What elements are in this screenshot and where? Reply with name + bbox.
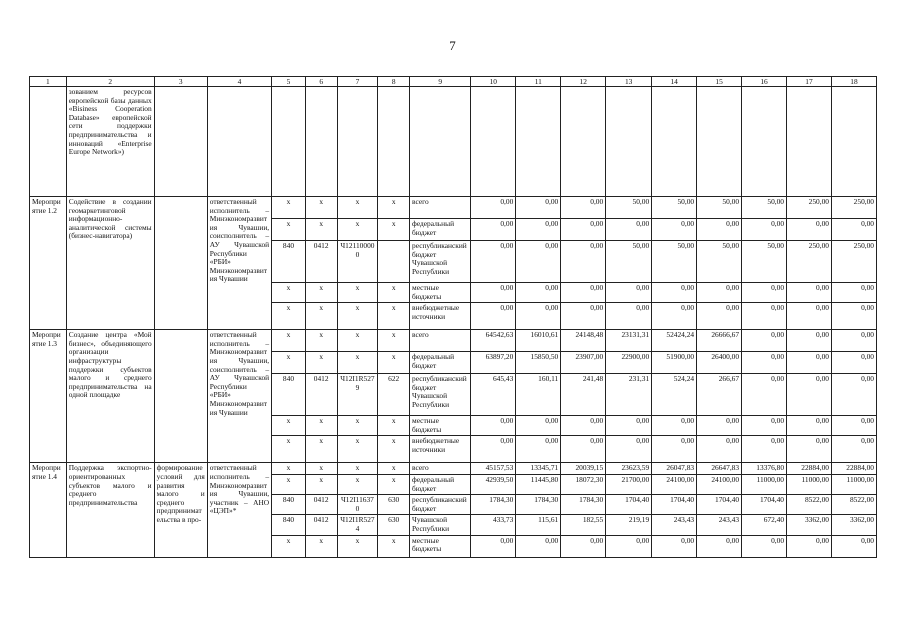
amount-cell: 23907,00 [561, 352, 606, 374]
gb-code: 840 [272, 241, 306, 283]
header-cell: 6 [305, 77, 337, 87]
amount-cell: 51900,00 [652, 352, 697, 374]
amount-cell: 16010,61 [516, 330, 561, 352]
amount-cell: 243,43 [652, 515, 697, 535]
amount-cell: 0,00 [787, 436, 832, 463]
gb-code: 840 [272, 495, 306, 515]
expense-code: x [378, 303, 410, 330]
target-code: x [337, 197, 378, 219]
section-code: 0412 [305, 495, 337, 515]
amount-cell: 0,00 [742, 374, 787, 416]
section-code: x [305, 219, 337, 241]
amount-cell: 0,00 [471, 535, 516, 557]
executor-text: ответственный исполнитель – Минэкономразвития Чувашии, соисполнитель – АУ Чувашской Республики «РБИ» Минэкономразвития Чувашии [207, 330, 271, 463]
funding-source: всего [410, 330, 471, 352]
funding-source: федеральный бюджет [410, 352, 471, 374]
amount-cell: 0,00 [697, 219, 742, 241]
amount-cell: 50,00 [606, 241, 652, 283]
header-cell: 5 [272, 77, 306, 87]
amount-cell: 672,40 [742, 515, 787, 535]
amount-cell: 0,00 [652, 416, 697, 436]
amount-cell: 0,00 [652, 219, 697, 241]
header-cell: 2 [66, 77, 154, 87]
amount-cell: 0,00 [831, 374, 876, 416]
event-name: Поддержка экспортно-ориентированных субъектов малого и среднего предпринимательства [66, 463, 154, 557]
expense-code: x [378, 474, 410, 494]
amount-cell: 0,00 [697, 303, 742, 330]
header-cell: 3 [154, 77, 207, 87]
expense-code: x [378, 219, 410, 241]
empty-cell [305, 87, 337, 197]
target-code: x [337, 330, 378, 352]
table-row [30, 197, 877, 219]
empty-cell [652, 87, 697, 197]
amount-cell: 0,00 [742, 416, 787, 436]
amount-cell: 0,00 [606, 416, 652, 436]
amount-cell: 0,00 [831, 303, 876, 330]
expense-code: x [378, 330, 410, 352]
amount-cell: 0,00 [742, 219, 787, 241]
target-code: x [337, 535, 378, 557]
event-number: Мероприятие 1.3 [30, 330, 67, 463]
amount-cell: 250,00 [787, 241, 832, 283]
amount-cell: 23131,31 [606, 330, 652, 352]
empty-cell [516, 87, 561, 197]
amount-cell: 219,19 [606, 515, 652, 535]
expense-code: 630 [378, 515, 410, 535]
amount-cell: 645,43 [471, 374, 516, 416]
header-cell: 16 [742, 77, 787, 87]
amount-cell: 0,00 [831, 330, 876, 352]
amount-cell: 0,00 [742, 283, 787, 303]
amount-cell: 11000,00 [742, 474, 787, 494]
empty-cell [561, 87, 606, 197]
page-number: 7 [449, 38, 456, 53]
expense-code: 630 [378, 495, 410, 515]
funding-source: республиканский бюджет Чувашской Республики [410, 241, 471, 283]
amount-cell: 0,00 [787, 374, 832, 416]
goal-text: формирование условий для развития малого и среднего предпринимательства в про- [154, 463, 207, 557]
target-code: x [337, 352, 378, 374]
gb-code: x [272, 352, 306, 374]
continuation-cell-1 [30, 87, 67, 197]
event-name: Содействие в создании геомаркетинговой информационно-аналитической системы (бизнес-навигатора) [66, 197, 154, 330]
amount-cell: 11445,80 [516, 474, 561, 494]
section-code: x [305, 474, 337, 494]
amount-cell: 1704,40 [697, 495, 742, 515]
gb-code: x [272, 416, 306, 436]
header-cell: 11 [516, 77, 561, 87]
header-cell: 18 [831, 77, 876, 87]
target-code: x [337, 436, 378, 463]
amount-cell: 0,00 [652, 436, 697, 463]
header-cell: 9 [410, 77, 471, 87]
continuation-text: зованием ресурсов европейской базы данных «Bisiness Cooperation Database» европейской сети поддержки предпринимательства и инноваций «Enterprise Europe Network») [66, 87, 154, 197]
header-cell: 4 [207, 77, 271, 87]
gb-code: x [272, 436, 306, 463]
amount-cell: 0,00 [787, 283, 832, 303]
amount-cell: 0,00 [606, 436, 652, 463]
target-code: x [337, 463, 378, 475]
gb-code: x [272, 535, 306, 557]
expense-code: x [378, 197, 410, 219]
header-cell: 14 [652, 77, 697, 87]
amount-cell: 0,00 [471, 303, 516, 330]
goal-text [154, 197, 207, 330]
empty-cell [831, 87, 876, 197]
event-number: Мероприятие 1.2 [30, 197, 67, 330]
amount-cell: 0,00 [471, 197, 516, 219]
amount-cell: 0,00 [652, 535, 697, 557]
empty-cell [787, 87, 832, 197]
header-cell: 10 [471, 77, 516, 87]
amount-cell: 0,00 [561, 303, 606, 330]
funding-source: местные бюджеты [410, 283, 471, 303]
funding-source: федеральный бюджет [410, 474, 471, 494]
amount-cell: 1784,30 [516, 495, 561, 515]
header-cell: 7 [337, 77, 378, 87]
amount-cell: 231,31 [606, 374, 652, 416]
target-code: x [337, 219, 378, 241]
target-code: x [337, 303, 378, 330]
header-cell: 1 [30, 77, 67, 87]
amount-cell: 524,24 [652, 374, 697, 416]
amount-cell: 26666,67 [697, 330, 742, 352]
amount-cell: 0,00 [471, 219, 516, 241]
header-row [30, 77, 877, 87]
amount-cell: 250,00 [787, 197, 832, 219]
header-cell: 17 [787, 77, 832, 87]
empty-cell [337, 87, 378, 197]
section-code: x [305, 330, 337, 352]
amount-cell: 243,43 [697, 515, 742, 535]
amount-cell: 0,00 [831, 219, 876, 241]
amount-cell: 0,00 [606, 303, 652, 330]
section-code: x [305, 303, 337, 330]
section-code: 0412 [305, 241, 337, 283]
expense-code: 622 [378, 374, 410, 416]
amount-cell: 26647,83 [697, 463, 742, 475]
table-row [30, 330, 877, 352]
amount-cell: 0,00 [787, 535, 832, 557]
funding-source: республиканский бюджет [410, 495, 471, 515]
amount-cell: 0,00 [742, 352, 787, 374]
amount-cell: 24148,48 [561, 330, 606, 352]
section-code: x [305, 197, 337, 219]
gb-code: x [272, 474, 306, 494]
amount-cell: 0,00 [516, 416, 561, 436]
amount-cell: 0,00 [742, 303, 787, 330]
table-row [30, 463, 877, 475]
amount-cell: 0,00 [561, 241, 606, 283]
amount-cell: 0,00 [652, 283, 697, 303]
amount-cell: 15850,50 [516, 352, 561, 374]
amount-cell: 241,48 [561, 374, 606, 416]
target-code: Ч121100000 [337, 241, 378, 283]
target-code: x [337, 474, 378, 494]
amount-cell: 23623,59 [606, 463, 652, 475]
empty-cell [742, 87, 787, 197]
amount-cell: 0,00 [516, 241, 561, 283]
section-code: x [305, 436, 337, 463]
amount-cell: 50,00 [652, 197, 697, 219]
amount-cell: 42939,50 [471, 474, 516, 494]
amount-cell: 433,73 [471, 515, 516, 535]
event-number: Мероприятие 1.4 [30, 463, 67, 557]
amount-cell: 45157,53 [471, 463, 516, 475]
amount-cell: 0,00 [471, 241, 516, 283]
amount-cell: 0,00 [831, 352, 876, 374]
amount-cell: 63897,20 [471, 352, 516, 374]
amount-cell: 18072,30 [561, 474, 606, 494]
amount-cell: 1704,40 [652, 495, 697, 515]
amount-cell: 50,00 [652, 241, 697, 283]
gb-code: x [272, 463, 306, 475]
funding-source: всего [410, 463, 471, 475]
gb-code: 840 [272, 515, 306, 535]
amount-cell: 0,00 [831, 436, 876, 463]
amount-cell: 8522,00 [831, 495, 876, 515]
amount-cell: 0,00 [831, 283, 876, 303]
amount-cell: 0,00 [516, 197, 561, 219]
amount-cell: 160,11 [516, 374, 561, 416]
amount-cell: 0,00 [831, 416, 876, 436]
continuation-row [30, 87, 877, 197]
expense-code: x [378, 463, 410, 475]
target-code: x [337, 283, 378, 303]
header-cell: 8 [378, 77, 410, 87]
amount-cell: 50,00 [742, 241, 787, 283]
amount-cell: 0,00 [742, 436, 787, 463]
amount-cell: 3362,00 [831, 515, 876, 535]
amount-cell: 0,00 [561, 219, 606, 241]
amount-cell: 0,00 [787, 303, 832, 330]
section-code: x [305, 463, 337, 475]
amount-cell: 0,00 [606, 535, 652, 557]
amount-cell: 115,61 [516, 515, 561, 535]
event-name: Создание центра «Мой бизнес», объединяющего организации инфраструктуры поддержки субъектов малого и среднего предпринимательства на одной площадке [66, 330, 154, 463]
gb-code: x [272, 303, 306, 330]
empty-cell [697, 87, 742, 197]
amount-cell: 0,00 [697, 535, 742, 557]
amount-cell: 0,00 [697, 416, 742, 436]
amount-cell: 0,00 [742, 330, 787, 352]
amount-cell: 0,00 [787, 330, 832, 352]
amount-cell: 20039,15 [561, 463, 606, 475]
funding-source: внебюджетные источники [410, 303, 471, 330]
amount-cell: 250,00 [831, 197, 876, 219]
funding-source: республиканский бюджет Чувашской Республики [410, 374, 471, 416]
target-code: Ч12I116370 [337, 495, 378, 515]
gb-code: x [272, 197, 306, 219]
section-code: x [305, 416, 337, 436]
section-code: x [305, 535, 337, 557]
amount-cell: 0,00 [516, 219, 561, 241]
target-code: x [337, 416, 378, 436]
amount-cell: 3362,00 [787, 515, 832, 535]
gb-code: x [272, 330, 306, 352]
amount-cell: 26047,83 [652, 463, 697, 475]
amount-cell: 0,00 [516, 535, 561, 557]
amount-cell: 22900,00 [606, 352, 652, 374]
header-cell: 12 [561, 77, 606, 87]
amount-cell: 1784,30 [471, 495, 516, 515]
amount-cell: 0,00 [471, 416, 516, 436]
amount-cell: 50,00 [697, 197, 742, 219]
empty-cell [154, 87, 207, 197]
target-code: Ч12I1R5274 [337, 515, 378, 535]
expense-code: x [378, 416, 410, 436]
amount-cell: 1704,40 [606, 495, 652, 515]
amount-cell: 0,00 [697, 436, 742, 463]
amount-cell: 22884,00 [831, 463, 876, 475]
funding-source: местные бюджеты [410, 416, 471, 436]
empty-cell [606, 87, 652, 197]
amount-cell: 0,00 [561, 197, 606, 219]
amount-cell: 11000,00 [831, 474, 876, 494]
amount-cell: 0,00 [787, 352, 832, 374]
budget-table [29, 76, 877, 558]
expense-code: x [378, 352, 410, 374]
amount-cell: 0,00 [697, 283, 742, 303]
goal-text [154, 330, 207, 463]
amount-cell: 266,67 [697, 374, 742, 416]
amount-cell: 0,00 [516, 283, 561, 303]
amount-cell: 0,00 [742, 535, 787, 557]
expense-code: x [378, 436, 410, 463]
funding-source: местные бюджеты [410, 535, 471, 557]
target-code: Ч12I1R5279 [337, 374, 378, 416]
section-code: x [305, 352, 337, 374]
amount-cell: 0,00 [652, 303, 697, 330]
funding-source: всего [410, 197, 471, 219]
amount-cell: 0,00 [606, 283, 652, 303]
empty-cell [471, 87, 516, 197]
header-cell: 13 [606, 77, 652, 87]
header-cell: 15 [697, 77, 742, 87]
gb-code: x [272, 283, 306, 303]
amount-cell: 22884,00 [787, 463, 832, 475]
amount-cell: 1784,30 [561, 495, 606, 515]
amount-cell: 13345,71 [516, 463, 561, 475]
amount-cell: 1704,40 [742, 495, 787, 515]
amount-cell: 0,00 [561, 436, 606, 463]
amount-cell: 0,00 [831, 535, 876, 557]
empty-cell [272, 87, 306, 197]
amount-cell: 50,00 [742, 197, 787, 219]
amount-cell: 50,00 [606, 197, 652, 219]
amount-cell: 0,00 [561, 283, 606, 303]
amount-cell: 0,00 [471, 283, 516, 303]
amount-cell: 250,00 [831, 241, 876, 283]
amount-cell: 0,00 [606, 219, 652, 241]
amount-cell: 64542,63 [471, 330, 516, 352]
amount-cell: 11000,00 [787, 474, 832, 494]
empty-cell [378, 87, 410, 197]
amount-cell: 0,00 [787, 219, 832, 241]
executor-text: ответственный исполнитель – Минэкономразвития Чувашии, соисполнитель – АУ Чувашской Республики «РБИ» Минэкономразвития Чувашии [207, 197, 271, 330]
amount-cell: 0,00 [516, 436, 561, 463]
amount-cell: 52424,24 [652, 330, 697, 352]
table-body [30, 77, 877, 558]
section-code: 0412 [305, 515, 337, 535]
funding-source: внебюджетные источники [410, 436, 471, 463]
gb-code: 840 [272, 374, 306, 416]
empty-cell [207, 87, 271, 197]
expense-code [378, 241, 410, 283]
empty-cell [410, 87, 471, 197]
amount-cell: 26400,00 [697, 352, 742, 374]
amount-cell: 21700,00 [606, 474, 652, 494]
funding-source: Чувашской Республики [410, 515, 471, 535]
amount-cell: 0,00 [561, 416, 606, 436]
amount-cell: 13376,80 [742, 463, 787, 475]
amount-cell: 0,00 [787, 416, 832, 436]
amount-cell: 0,00 [516, 303, 561, 330]
amount-cell: 182,55 [561, 515, 606, 535]
expense-code: x [378, 283, 410, 303]
section-code: x [305, 283, 337, 303]
executor-text: ответственный исполнитель – Минэкономразвития Чувашии, участник – АНО «ЦЭП»* [207, 463, 271, 557]
amount-cell: 24100,00 [697, 474, 742, 494]
gb-code: x [272, 219, 306, 241]
amount-cell: 50,00 [697, 241, 742, 283]
amount-cell: 8522,00 [787, 495, 832, 515]
expense-code: x [378, 535, 410, 557]
amount-cell: 0,00 [561, 535, 606, 557]
amount-cell: 0,00 [471, 436, 516, 463]
funding-source: федеральный бюджет [410, 219, 471, 241]
amount-cell: 24100,00 [652, 474, 697, 494]
section-code: 0412 [305, 374, 337, 416]
